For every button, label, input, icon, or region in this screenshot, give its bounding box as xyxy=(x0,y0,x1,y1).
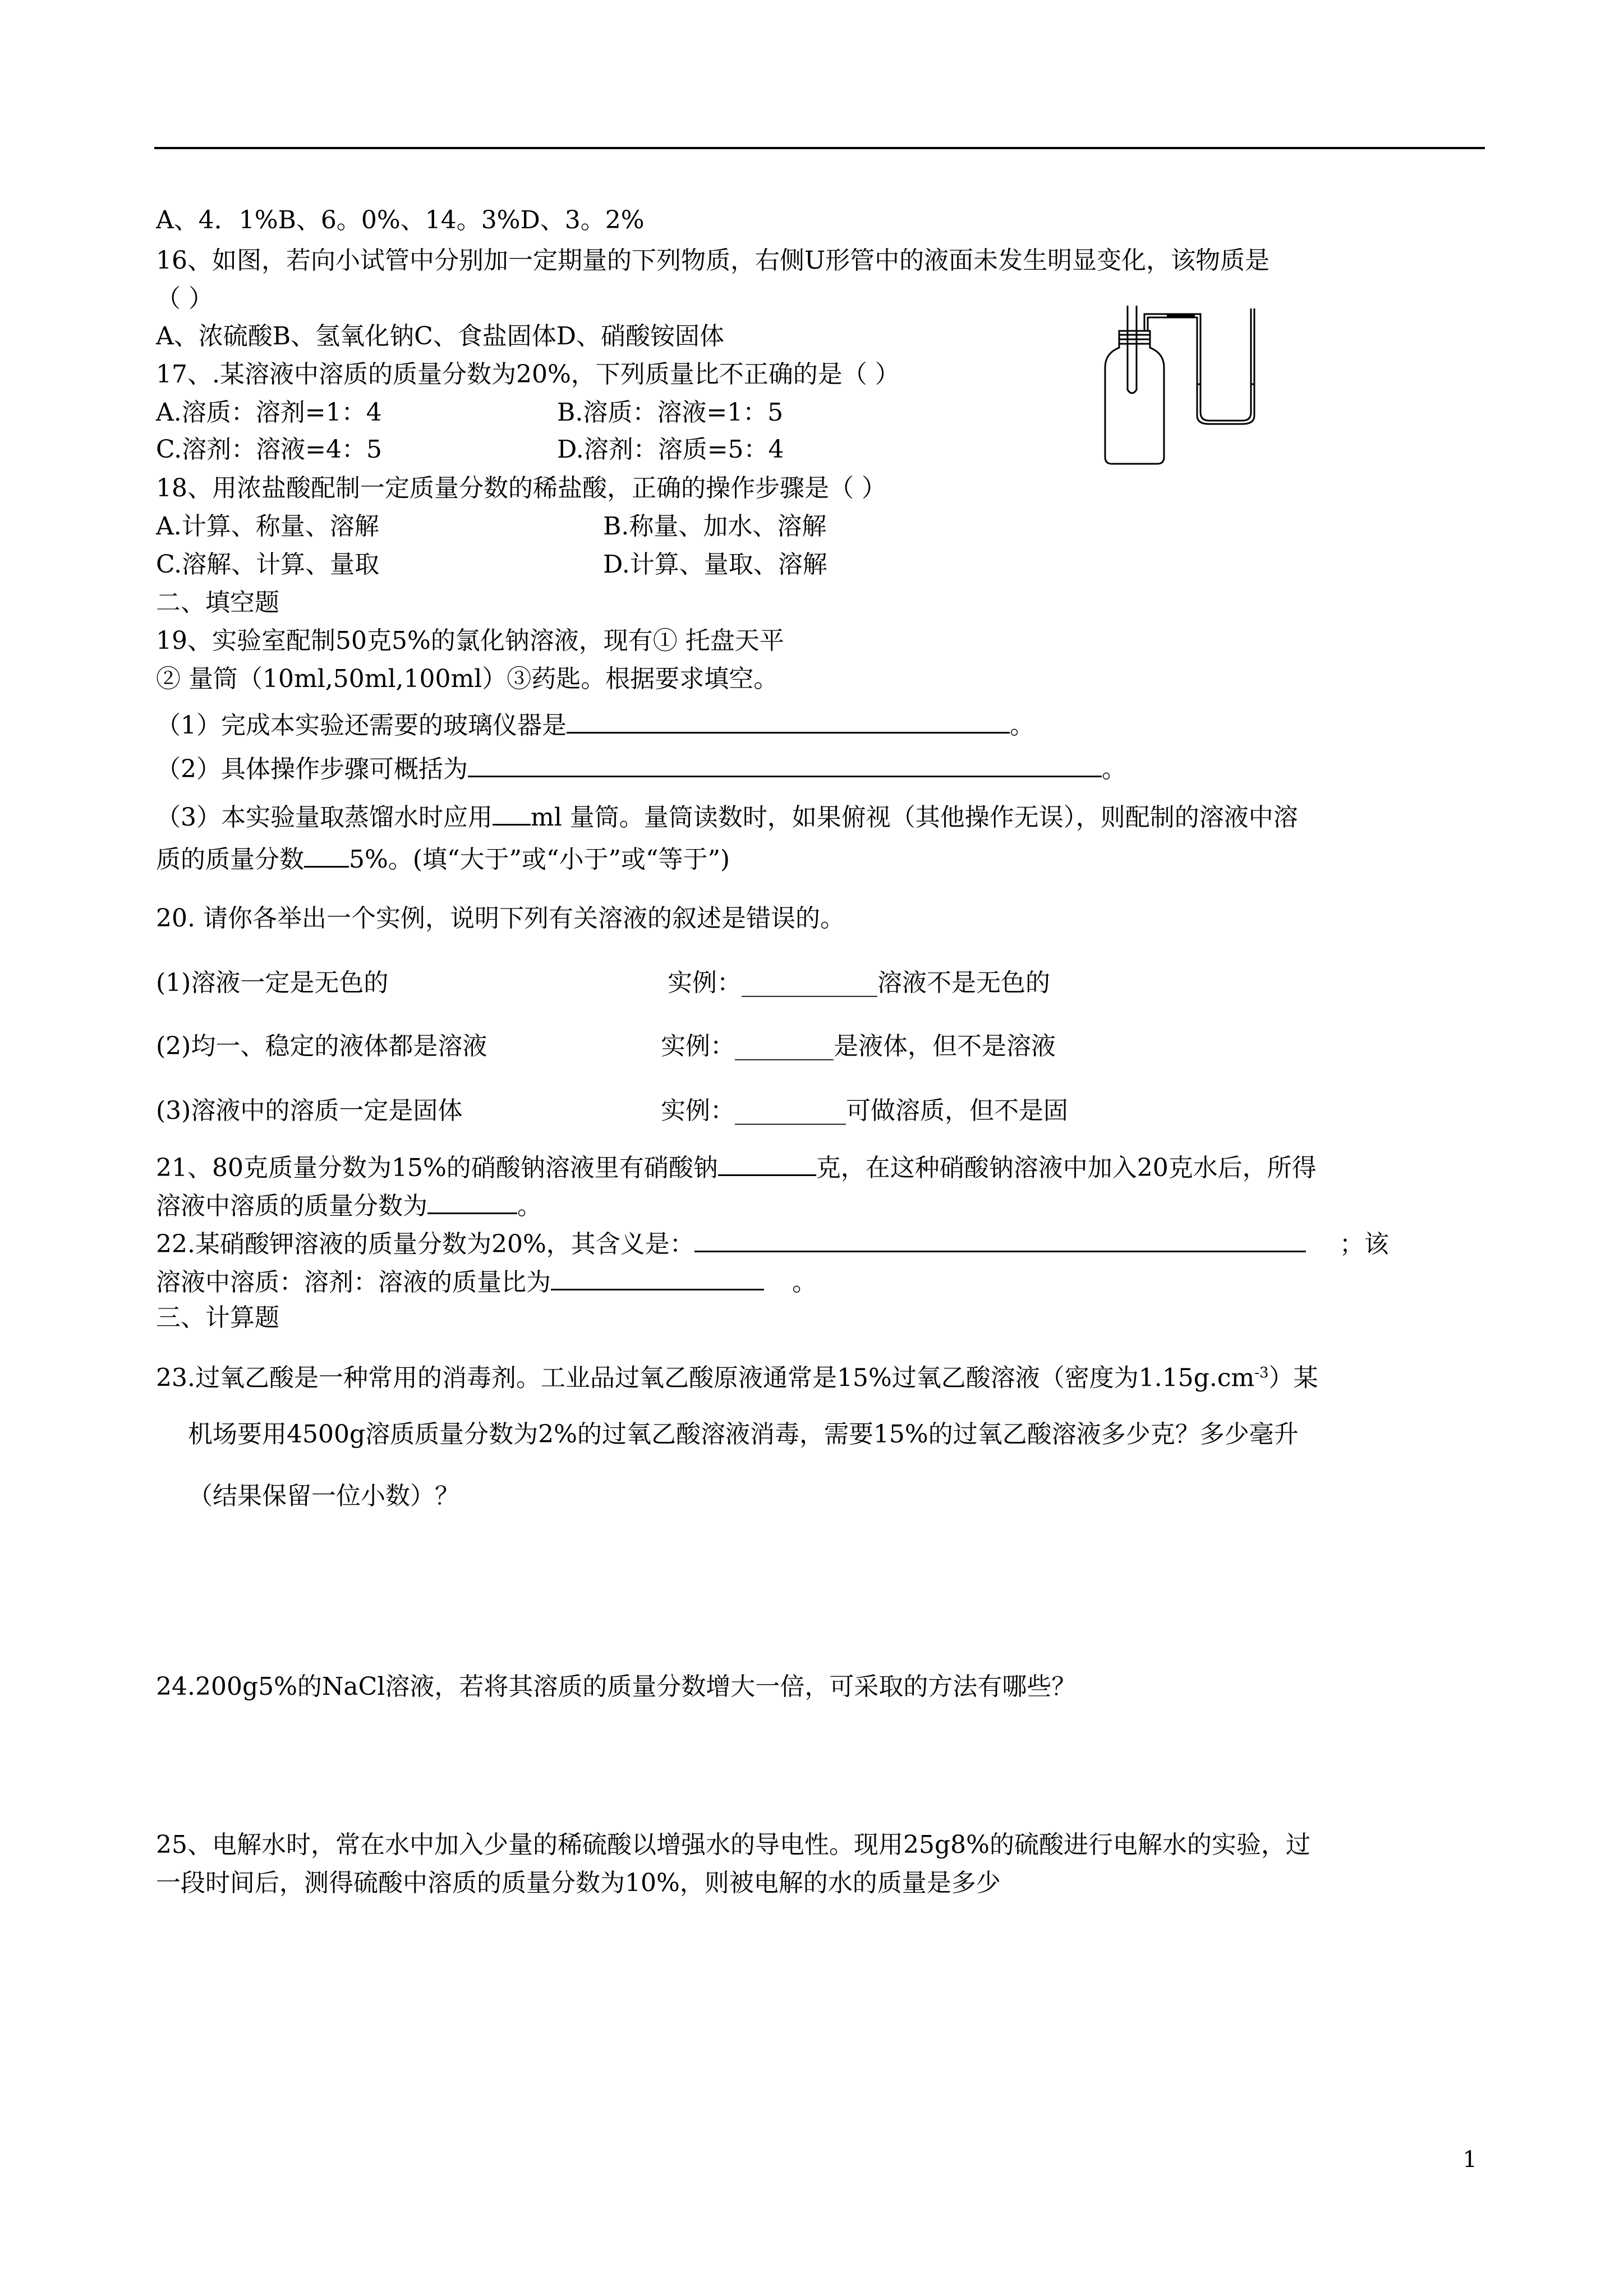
q20-row1-claim: (1)溶液一定是无色的 xyxy=(156,969,389,997)
q19-blank-1[interactable] xyxy=(567,707,1010,734)
q17-option-d: D.溶剂：溶质=5：4 xyxy=(557,435,784,464)
q18-option-c: C.溶解、计算、量取 xyxy=(156,550,380,579)
apparatus-figure xyxy=(1094,300,1262,468)
q21-blank-1[interactable] xyxy=(718,1150,816,1176)
q17-stem: 17、.某溶液中溶质的质量分数为20%，下列质量比不正确的是（ ） xyxy=(156,360,900,389)
q20-row3-claim: (3)溶液中的溶质一定是固体 xyxy=(156,1096,463,1125)
q19-part2: （2）具体操作步骤可概括为 。 xyxy=(156,751,1126,785)
q16-paren: （ ） xyxy=(156,284,213,313)
q23-line2: 机场要用4500g溶质质量分数为2%的过氧乙酸溶液消毒，需要15%的过氧乙酸溶液多少克？多少毫升 xyxy=(188,1420,1299,1449)
q20-row2-example: 实例：________是液体，但不是溶液 xyxy=(661,1032,1056,1061)
q19-part1: （1）完成本实验还需要的玻璃仪器是 。 xyxy=(156,707,1034,741)
q19-blank-4[interactable] xyxy=(304,841,349,868)
q20-row1-example: 实例：___________溶液不是无色的 xyxy=(668,969,1050,997)
q22-line1: 22.某硝酸钾溶液的质量分数为20%，其含义是： ；该 xyxy=(156,1226,1389,1260)
page-number: 1 xyxy=(1462,2147,1477,2173)
header-rule xyxy=(154,147,1485,149)
q16-options: A、浓硫酸B、氢氧化钠C、食盐固体D、硝酸铵固体 xyxy=(156,322,725,351)
q19-part3-line1: （3）本实验量取蒸馏水时应用 ml 量筒。量筒读数时，如果俯视（其他操作无误），则配制的溶液中溶 xyxy=(156,799,1298,833)
q19-blank-2[interactable] xyxy=(468,751,1102,777)
q17-option-b: B.溶质：溶液=1：5 xyxy=(557,398,784,427)
q24-text: 24.200g5%的NaCl溶液，若将其溶质的质量分数增大一倍，可采取的方法有哪些？ xyxy=(156,1672,1076,1701)
q25-line2: 一段时间后，测得硫酸中溶质的质量分数为10%，则被电解的水的质量是多少 xyxy=(156,1869,1001,1897)
q22-line2: 溶液中溶质：溶剂：溶液的质量比为 。 xyxy=(156,1264,817,1298)
q18-option-a: A.计算、称量、溶解 xyxy=(156,512,379,541)
q17-option-c: C.溶剂：溶液=4：5 xyxy=(156,435,382,464)
q23-line1: 23.过氧乙酸是一种常用的消毒剂。工业品过氧乙酸原液通常是15%过氧乙酸溶液（密度为$1.15g.cm^{-3}$）某 xyxy=(156,1363,1318,1393)
q19-blank-3[interactable] xyxy=(493,799,531,826)
q19-line1: 19、实验室配制50克5%的氯化钠溶液，现有① 托盘天平 xyxy=(156,626,784,655)
q16-stem: 16、如图，若向小试管中分别加一定期量的下列物质，右侧U形管中的液面未发生明显变化，该物质是 xyxy=(156,246,1270,275)
q18-option-d: D.计算、量取、溶解 xyxy=(603,550,827,579)
q22-blank-2[interactable] xyxy=(551,1264,764,1290)
q25-line1: 25、电解水时，常在水中加入少量的稀硫酸以增强水的导电性。现用25g8%的硫酸进行电解水的实验，过 xyxy=(156,1831,1310,1859)
q17-option-a: A.溶质：溶剂=1：4 xyxy=(156,398,382,427)
q19-part3-line2: 质的质量分数 5%。(填“大于”或“小于”或“等于”) xyxy=(156,841,730,875)
q21-line1: 21、80克质量分数为15%的硝酸钠溶液里有硝酸钠 克，在这种硝酸钠溶液中加入20克水后，所得 xyxy=(156,1150,1317,1184)
q21-blank-2[interactable] xyxy=(427,1188,517,1214)
q18-option-b: B.称量、加水、溶解 xyxy=(603,512,827,541)
section-fill-in-title: 二、填空题 xyxy=(156,588,279,617)
q19-line2: ② 量筒（10ml,50ml,100ml）③药匙。根据要求填空。 xyxy=(156,665,779,693)
q20-row2-claim: (2)均一、稳定的液体都是溶液 xyxy=(156,1032,487,1061)
q15-options: A、4．1%B、6。0%、14。3%D、3。2% xyxy=(156,206,645,234)
q18-stem: 18、用浓盐酸配制一定质量分数的稀盐酸，正确的操作步骤是（ ） xyxy=(156,474,886,502)
section-calculation-title: 三、计算题 xyxy=(156,1303,279,1332)
q21-line2: 溶液中溶质的质量分数为 。 xyxy=(156,1188,542,1222)
q20-stem: 20. 请你各举出一个实例，说明下列有关溶液的叙述是错误的。 xyxy=(156,904,845,933)
q23-line3: （结果保留一位小数）？ xyxy=(188,1482,459,1510)
q22-blank-1[interactable] xyxy=(694,1226,1306,1252)
q20-row3-example: 实例：_________可做溶质，但不是固 xyxy=(661,1096,1068,1125)
